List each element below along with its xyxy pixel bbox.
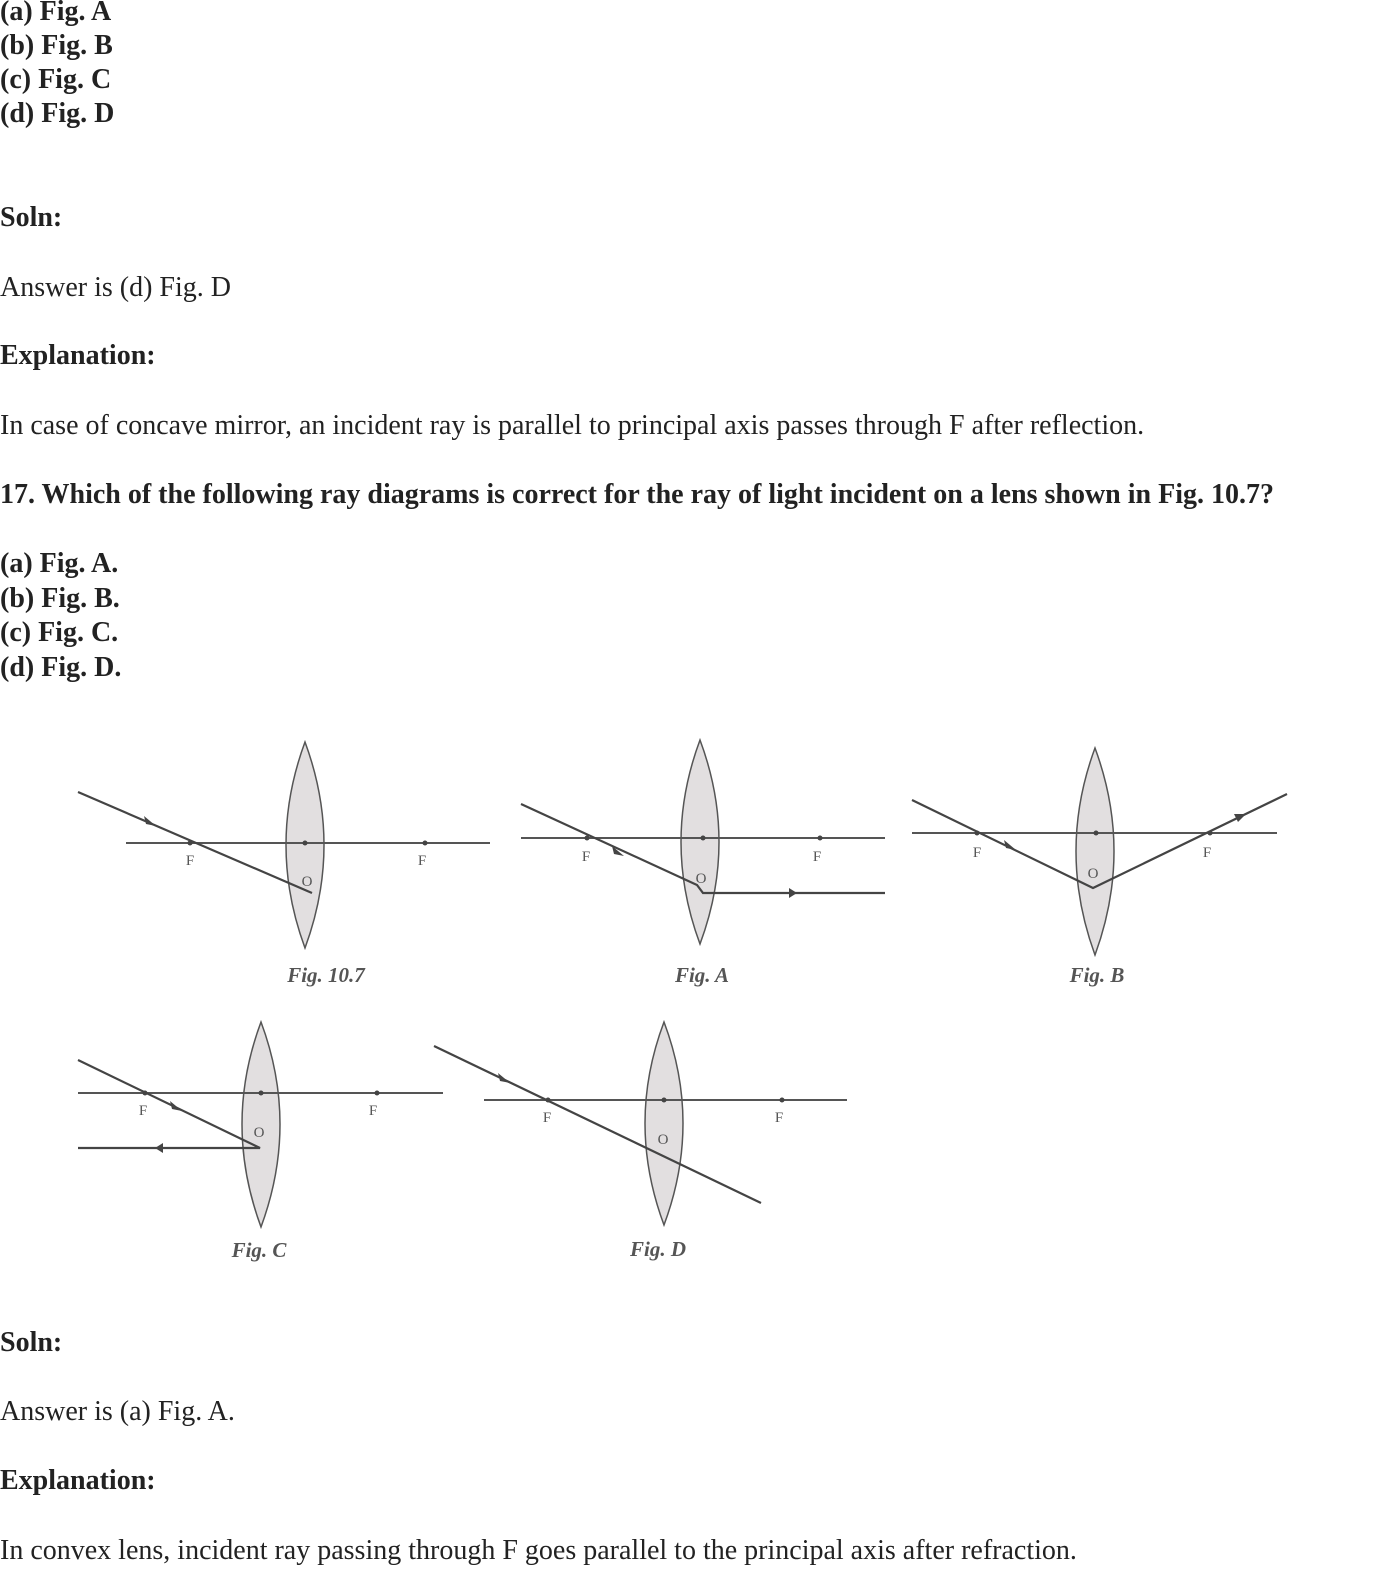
arrow-icon — [155, 1143, 163, 1153]
soln-heading: Soln: — [0, 1327, 63, 1358]
focus-label: F — [185, 853, 195, 869]
svg-text:F: F — [774, 1110, 784, 1126]
svg-text:F: F — [812, 849, 822, 865]
figure-a — [521, 740, 885, 987]
figure-caption: Fig. B — [1069, 963, 1125, 987]
q17-option-d: (d) Fig. D. — [0, 652, 122, 683]
svg-text:O: O — [695, 871, 707, 887]
convex-lens — [1076, 748, 1114, 955]
figure-b — [912, 748, 1287, 987]
arrow-icon — [789, 888, 797, 898]
optical-center-label: O — [301, 874, 313, 890]
explanation-text: In case of concave mirror, an incident ray is parallel to principal axis passes through F after reflection. — [0, 410, 1145, 441]
option-d: (d) Fig. D — [0, 98, 115, 129]
figure-caption: Fig. D — [629, 1237, 687, 1261]
undeviated-ray — [434, 1046, 761, 1203]
explanation-text: In convex lens, incident ray passing through F goes parallel to the principal axis after refraction. — [0, 1535, 1077, 1566]
option-c: (c) Fig. C — [0, 64, 112, 95]
convex-lens — [681, 740, 719, 944]
svg-text:O: O — [657, 1132, 669, 1148]
figure-caption: Fig. 10.7 — [287, 963, 365, 987]
convex-lens — [645, 1022, 683, 1225]
svg-text:F: F — [972, 845, 982, 861]
svg-text:F: F — [542, 1110, 552, 1126]
figure-c — [78, 1022, 443, 1262]
option-b: (b) Fig. B — [0, 30, 113, 61]
figure-caption: Fig. C — [231, 1238, 287, 1262]
figure-caption: Fig. A — [674, 963, 730, 987]
explanation-heading: Explanation: — [0, 340, 156, 371]
reflected-ray — [78, 1060, 260, 1148]
svg-text:F: F — [138, 1103, 148, 1119]
svg-text:O: O — [253, 1125, 265, 1141]
figure-10-7 — [78, 742, 490, 987]
q17-option-c: (c) Fig. C. — [0, 617, 119, 648]
svg-text:F: F — [1202, 845, 1212, 861]
answer-text: Answer is (d) Fig. D — [0, 272, 231, 303]
question-17: 17. Which of the following ray diagrams is correct for the ray of light incident on a lens shown in Fig. 10.7? — [0, 479, 1274, 510]
q17-option-a: (a) Fig. A. — [0, 548, 119, 579]
soln-heading: Soln: — [0, 202, 63, 233]
svg-text:F: F — [581, 849, 591, 865]
arrow-icon — [144, 816, 156, 826]
answer-text: Answer is (a) Fig. A. — [0, 1396, 235, 1427]
svg-text:O: O — [1087, 866, 1099, 882]
focus-label: F — [417, 853, 427, 869]
svg-text:F: F — [368, 1103, 378, 1119]
q17-option-b: (b) Fig. B. — [0, 583, 120, 614]
option-a: (a) Fig. A — [0, 0, 112, 27]
figure-d — [434, 1022, 847, 1261]
arrow-icon — [170, 1101, 182, 1111]
explanation-heading: Explanation: — [0, 1465, 156, 1496]
